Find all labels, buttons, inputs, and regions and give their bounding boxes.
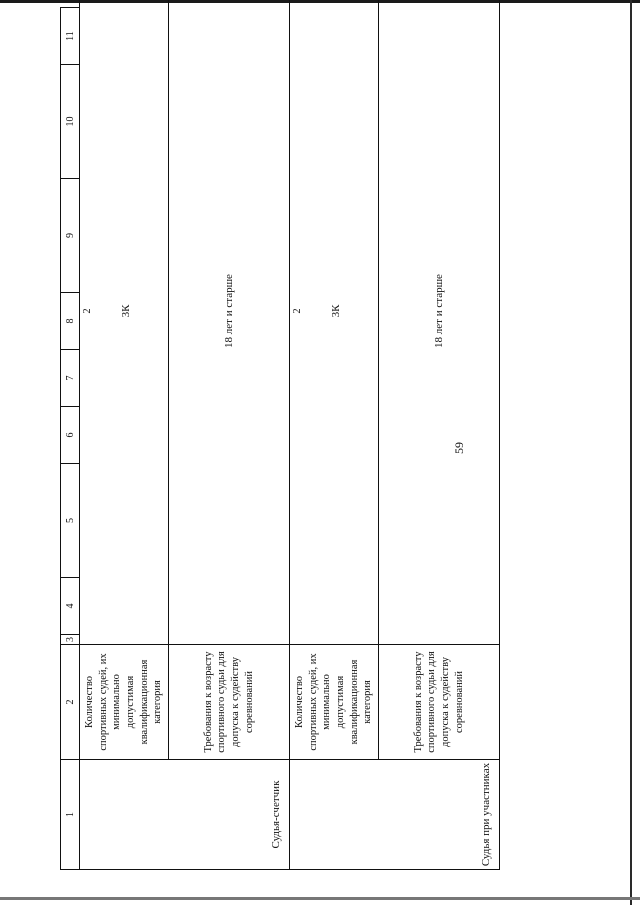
age-value-cell — [168, 0, 289, 645]
column-header: 10 — [61, 65, 80, 179]
count-label-cell: Количество спортивных судей, их минимально допустимая квалификационная категория — [80, 645, 169, 760]
role-cell: Судья при участниках — [290, 760, 500, 870]
count-value: 2 — [292, 308, 303, 314]
count-value-cell — [80, 0, 169, 645]
column-header: 1 — [61, 760, 80, 870]
count-value: 2 — [82, 308, 93, 314]
column-header: 2 — [61, 645, 80, 760]
role-cell: Судья-счетчик — [80, 760, 290, 870]
column-header: 5 — [61, 464, 80, 578]
column-header: 11 — [61, 8, 80, 65]
page-number: 59 — [452, 442, 466, 454]
count-value-cell — [290, 0, 379, 645]
age-value-cell — [378, 0, 499, 645]
table-row — [290, 0, 379, 870]
column-header: 6 — [61, 407, 80, 464]
category-value: 3К — [329, 304, 342, 318]
table-header-row — [61, 0, 80, 870]
requirements-table — [60, 0, 500, 870]
table-row — [378, 0, 499, 870]
column-header: 9 — [61, 179, 80, 293]
table-row — [80, 0, 169, 870]
age-value: 18 лет и старше — [432, 274, 445, 348]
column-header: 3 — [61, 635, 80, 645]
column-header: 4 — [61, 578, 80, 635]
column-header: 7 — [61, 350, 80, 407]
age-label-cell: Требования к возрасту спортивного судьи для допуска к судейству соревнований — [378, 645, 499, 760]
table-row — [168, 0, 289, 870]
category-value: 3К — [119, 304, 132, 318]
column-header: 8 — [61, 293, 80, 350]
age-label-cell: Требования к возрасту спортивного судьи для допуска к судейству соревнований — [168, 645, 289, 760]
count-label-cell: Количество спортивных судей, их минимально допустимая квалификационная категория — [290, 645, 379, 760]
age-value: 18 лет и старше — [222, 274, 235, 348]
